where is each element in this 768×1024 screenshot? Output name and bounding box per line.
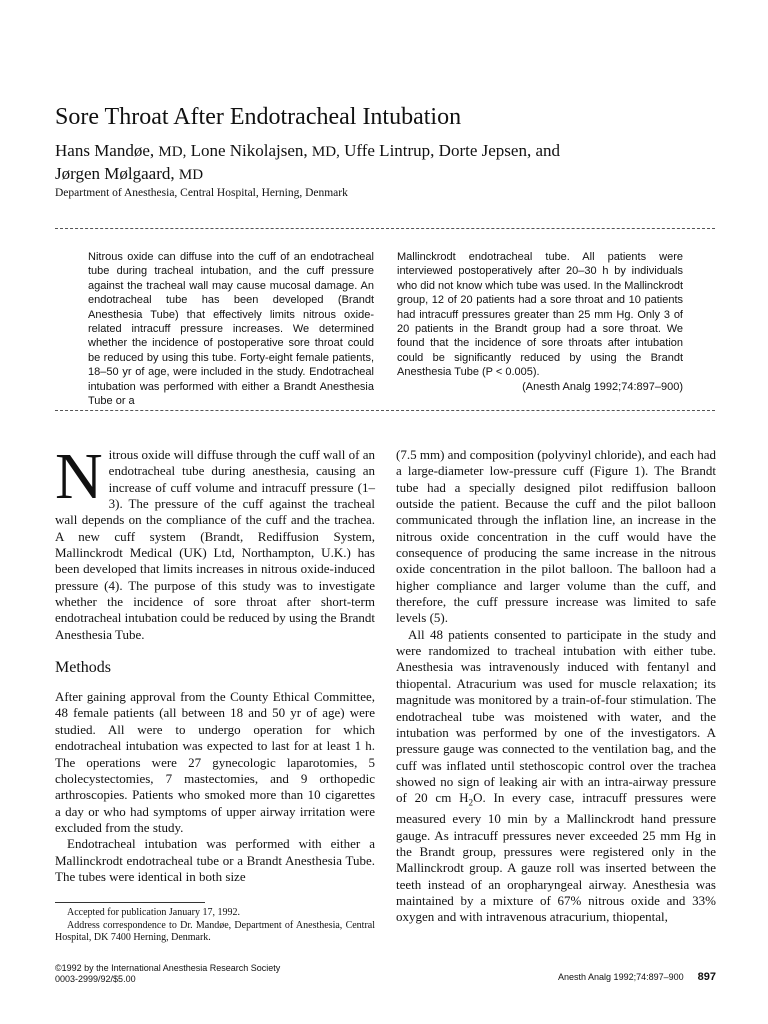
author-degree: MD,: [158, 144, 187, 160]
footnote-rule: [55, 902, 205, 903]
affiliation: Department of Anesthesia, Central Hospital, Herning, Denmark: [55, 187, 348, 199]
author-name: Hans Mandøe,: [55, 141, 155, 160]
drop-cap: N: [55, 440, 103, 513]
body-text: All 48 patients consented to participate in the study and were randomized to tracheal intubation with either tube. Anesthesia was intravenously induced with fentanyl and thiopental. Atracurium was used for muscle relaxation; its magnitude was monitored by a train-of-four stimulation. The endotracheal tube was moistened with water, and the intubation was performed by one of the investigators. A pressure gauge was connected to the ventilation bag, and the cuff was inflated until stethoscopic control over the trachea showed no sign of leaking air with an intra-airway pressure of 20 cm H: [396, 626, 716, 806]
page-number: 897: [697, 971, 716, 983]
methods-paragraph: Endotracheal intubation was performed with either a Mallinckrodt endotracheal tube or a Brandt Anesthesia Tube. The tubes were identical in both size: [55, 836, 375, 884]
author-name: Lone Nikolajsen,: [186, 141, 308, 160]
abstract-text: Mallinckrodt endotracheal tube. All patients were interviewed postoperatively after 20–30 h by individuals who did not know which tube was used. In the Mallinckrodt group, 12 of 20 patients had a sore throat and 10 patients had intracuff pressures greater than 25 mm Hg. Only 3 of 20 patients in the Brandt group had a sore throat. We found that the incidence of sore throats after intubation could be significantly reduced by using the Brandt Anesthesia Tube (P < 0.005).: [397, 251, 683, 379]
copyright-text: ©1992 by the International Anesthesia Research Society: [55, 963, 281, 973]
copyright-block: [55, 963, 355, 985]
running-footer: [500, 971, 716, 983]
body-column-right: [396, 447, 716, 926]
author-list: [55, 140, 705, 186]
running-citation: Anesth Analg 1992;74:897–900: [558, 972, 684, 982]
body-column-left: [55, 440, 376, 885]
section-heading-methods: Methods: [55, 659, 111, 677]
footnote: [55, 907, 375, 945]
subscript: 2: [468, 797, 474, 808]
author-name: Jørgen Mølgaard,: [55, 164, 175, 183]
author-degree: MD,: [311, 144, 340, 160]
author-degree: MD: [178, 167, 204, 183]
intro-paragraph: [55, 440, 376, 643]
author-line-2: [55, 163, 705, 186]
author-line-1: [55, 140, 705, 163]
body-paragraph: [396, 627, 716, 926]
article-title: Sore Throat After Endotracheal Intubation: [55, 104, 462, 130]
journal-code: 0003-2999/92/$5.00: [55, 974, 136, 984]
footnote-address: Address correspondence to Dr. Mandøe, Department of Anesthesia, Central Hospital, DK 7400 Herning, Denmark.: [55, 919, 375, 943]
abstract: [88, 250, 688, 408]
methods-paragraph: After gaining approval from the County Ethical Committee, 48 female patients (all between 18 and 50 yr of age) were studied. All were to undergo operation for which endotracheal intubation was expected to last for at least 1 h. The operations were 27 gynecologic laparotomies, 5 cholecystectomies, 7 mastectomies, and 9 orthopedic arthroscopies. Patients who smoked more than 10 cigarettes a day or who had symptoms of upper airway irritation were excluded from the study.: [55, 689, 375, 835]
body-text: O. In every case, intracuff pressures were measured every 10 min by a Mallinckrodt hand pressure gauge. As intracuff pressures never exceeded 25 mm Hg in the Brandt group, pressures were registered only in the Mallinckrodt group. A gauze roll was inserted between the teeth instead of an oropharyngeal airway. Anesthesia was maintained by a mixture of 67% nitrous oxide and 33% oxygen and with intravenous atracurium, thiopental,: [396, 790, 716, 925]
author-name: Uffe Lintrup, Dorte Jepsen, and: [339, 141, 560, 160]
intro-text: itrous oxide will diffuse through the cuff wall of an endotracheal tube during anesthesia, causing an increase of cuff volume and intracuff pressure (1–3). The pressure of the cuff against the tracheal wall depends on the compliance of the cuff and the trachea. A new cuff system (Brandt, Rediffusion System, Mallinckrodt Medical (UK) Ltd, Northampton, U.K.) has been developed that limits increases in nitrous oxide-induced pressure (4). The purpose of this study was to investigate whether the incidence of sore throat after short-term endotracheal intubation could be reduced by using the Brandt Anesthesia Tube.: [55, 447, 376, 642]
abstract-column-left: [88, 250, 374, 408]
abstract-column-right: [397, 250, 683, 394]
footnote-accepted: Accepted for publication January 17, 1992.: [67, 907, 241, 918]
abstract-citation: (Anesth Analg 1992;74:897–900): [522, 380, 683, 393]
divider-bottom: [55, 410, 715, 411]
body-paragraph: (7.5 mm) and composition (polyvinyl chloride), and each had a large-diameter low-pressure cuff (Figure 1). The Brandt tube had a specially designed pilot rediffusion balloon outside the patient. Because the cuff and the pilot balloon communicated through the inflation line, an increase in the nitrous oxide concentration in the cuff would have the consequence of producing the same increase in the nitrous oxide concentration in the pilot balloon. The balloon had a higher compliance and larger volume than the cuff, and therefore, the cuff pressure increase was limited to safe levels (5).: [396, 447, 716, 626]
divider-top: [55, 228, 715, 229]
abstract-text: Nitrous oxide can diffuse into the cuff of an endotracheal tube during tracheal intubation, and the cuff pressure against the tracheal wall may cause mucosal damage. An endotracheal tube has been developed (Brandt Anesthesia Tube) that effectively limits nitrous oxide-related intracuff pressure increases. We determined whether the incidence of postoperative sore throat could be reduced by using this tube. Forty-eight female patients, 18–50 yr of age, were included in the study. Endotracheal intubation was performed with either a Brandt Anesthesia Tube or a: [88, 251, 374, 408]
